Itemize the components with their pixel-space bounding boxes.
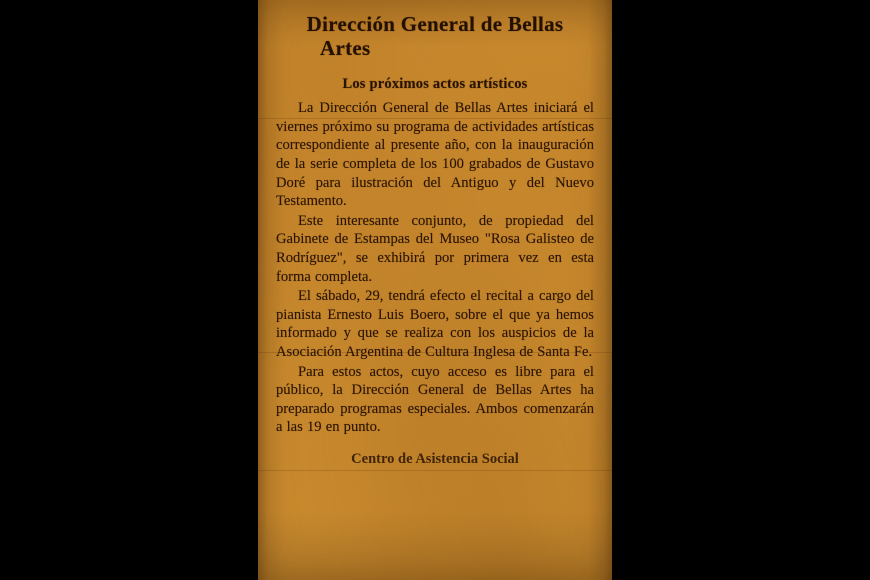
newspaper-clipping	[258, 0, 612, 580]
headline-line-1: Dirección General de Bellas	[306, 12, 564, 36]
article-content	[258, 0, 612, 465]
scan-artifact-line	[258, 470, 612, 471]
next-section-heading-partial: Centro de Asistencia Social	[351, 450, 519, 465]
article-paragraph: El sábado, 29, tendrá efecto el recital a cargo del pianista Ernesto Luis Boero, sobre el que ya hemos informado y que se realiza con los auspicios de la Asociación Argentina de Cultura Inglesa de Santa Fe.	[276, 288, 594, 360]
article-headline	[276, 12, 594, 60]
article-paragraph: La Dirección General de Bellas Artes iniciará el viernes próximo su programa de actividades artísticas correspondiente al presente año, con la inauguración de la serie completa de los 100 grabados de Gustavo Doré para ilustración del Antiguo y del Nuevo Testamento.	[276, 100, 594, 210]
article-paragraph: Este interesante conjunto, de propiedad del Gabinete de Estampas del Museo "Rosa Galisteo de Rodríguez", se exhibirá por primera vez en esta forma completa.	[276, 212, 594, 285]
article-paragraph: Para estos actos, cuyo acceso es libre para el público, la Dirección General de Bellas Artes ha preparado programas especiales. Ambos comenzarán a las 19 en punto.	[276, 363, 594, 436]
headline-line-2: Artes	[320, 36, 371, 61]
article-subheadline: Los próximos actos artísticos	[342, 76, 528, 93]
